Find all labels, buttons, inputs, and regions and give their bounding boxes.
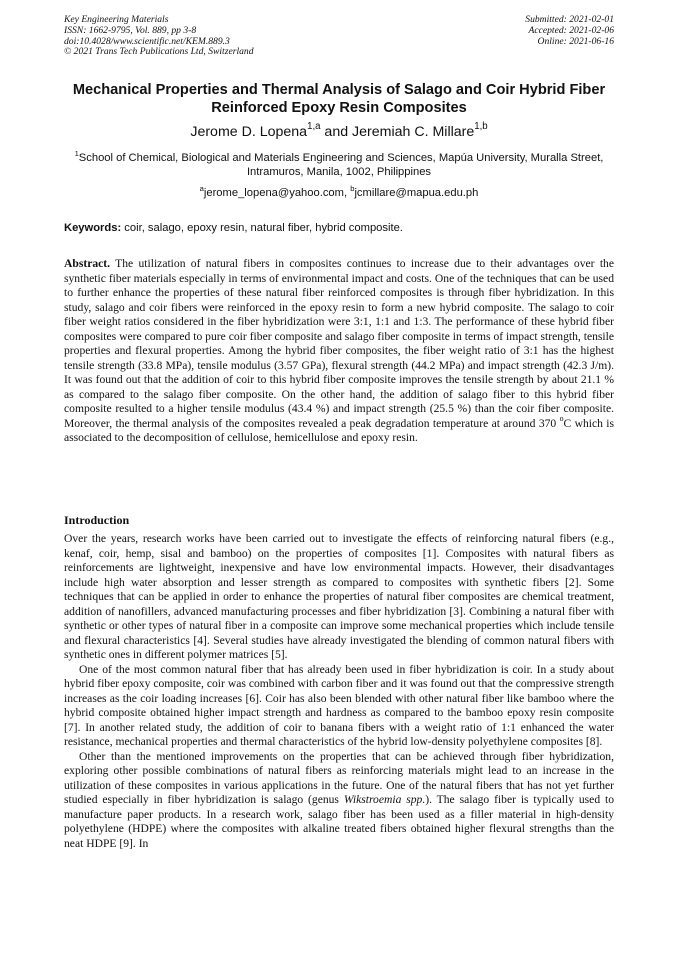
author-1: Jerome D. Lopena — [190, 124, 308, 140]
email-separator: , — [343, 187, 351, 199]
keywords — [64, 221, 614, 235]
copyright-line: © 2021 Trans Tech Publications Ltd, Switzerland — [64, 46, 254, 58]
email-b[interactable]: jcmillare@mapua.edu.ph — [354, 187, 479, 199]
intro-p3-text-end: ). The salago fiber is typically used to manufacture paper products. In a research work, salago fiber has been used as a filler material in high-density polyethylene (HDPE) where the composites with alkaline treated fibers obtained higher flexural strengths than the neat HDPE [9]. In — [64, 793, 615, 850]
online-date: Online: 2021-06-16 — [537, 35, 614, 47]
introduction-body — [64, 532, 614, 851]
journal-name: Key Engineering Materials — [64, 14, 169, 25]
publication-dates — [525, 15, 614, 47]
abstract-text: The utilization of natural fibers in composites continues to increase due to their advantages over the synthetic fiber materials especially in terms of environmental impact and costs. One of the techniques that can be used to further enhance the properties of these natural fiber reinforced composites is through fiber hybridization. In this study, salago and coir fibers were reinforced in the epoxy resin to form a new hybrid composite. The salago to coir fiber weight ratios considered in the fiber hybridization were 3:1, 1:1 and 1:3. The performance of these hybrid fiber composites were compared to pure coir fiber composite and salago fiber composite in terms of impact strength, tensile properties and flexural properties. Among the hybrid fiber composites, the fiber weight ratio of 3:1 has the highest tensile strength (33.8 MPa), tensile modulus (3.57 GPa), flexural strength (44.2 MPa) and impact strength (42.3 J/m). It was found out that the addition of coir to this hybrid fiber composite improves the tensile strength by about 21.1 % as compared to the salago fiber composite. On the other hand, the addition of salago fiber to this hybrid fiber composite resulted to a higher tensile modulus (43.4 %) and impact strength (25.5 %) than the coir fiber composite. Moreover, the thermal analysis of the composites revealed a peak degradation temperature at around 370 — [64, 257, 614, 430]
author-emails — [64, 183, 614, 200]
email-b-mark: b — [350, 183, 355, 193]
submitted-date: Submitted: 2021-02-01 — [525, 14, 614, 25]
paper-title: Mechanical Properties and Thermal Analysis of Salago and Coir Hybrid Fiber Reinforced Epoxy Resin Composites — [72, 82, 606, 116]
affiliation-text: School of Chemical, Biological and Materials Engineering and Sciences, Mapúa University, Muralla Street, Intramuros, Manila, 1002, Philippines — [78, 152, 604, 178]
intro-p3-text: Other than the mentioned improvements on the properties that can be achieved through fiber hybridization, exploring other possible combinations of natural fibers as reinforcing materials might lead to an increase in the utilization of these composites in various applications in the future. One of the natural fibers that has not yet further studied especially in fiber hybridization is salago (genus — [64, 749, 614, 806]
author-1-affiliation-mark: 1,a — [307, 121, 321, 133]
degree-mark: o — [559, 413, 564, 423]
author-conjunction: and — [320, 124, 353, 140]
introduction-heading: Introduction — [64, 513, 130, 527]
intro-paragraph-2: One of the most common natural fiber that has already been used in fiber hybridization is coir. In a study about hybrid fiber epoxy composite, coir was combined with carbon fiber and it was found out that the compressive strength increases as the coir loading increases [6]. Coir has also been blended with other natural fiber like bamboo where the hybrid composite obtained higher impact strength and hardness as compared to the bamboo epoxy resin composite [7]. In another related study, the addition of coir to banana fibers with a weight ratio of 1:1 enhanced the water resistance, mechanical properties and thermal characteristics of the hybrid low-density polyethylene composites [8]. — [64, 662, 614, 748]
author-2: Jeremiah C. Millare — [352, 124, 475, 140]
author-2-affiliation-mark: 1,b — [474, 121, 488, 133]
abstract — [64, 257, 614, 446]
keywords-text: coir, salago, epoxy resin, natural fiber, hybrid composite. — [121, 222, 403, 234]
accepted-date: Accepted: 2021-02-06 — [528, 24, 614, 36]
doi-line: doi:10.4028/www.scientific.net/KEM.889.3 — [64, 35, 230, 47]
species-name: Wikstroemia spp. — [343, 793, 426, 806]
author-list — [64, 121, 614, 141]
abstract-text-end: C which is associated to the decomposition of cellulose, hemicellulose and epoxy resin. — [64, 416, 614, 444]
abstract-label: Abstract. — [64, 257, 111, 270]
issn-line: ISSN: 1662-9795, Vol. 889, pp 3-8 — [64, 24, 197, 36]
intro-paragraph-1: Over the years, research works have been carried out to investigate the effects of reinforcing natural fibers (e.g., kenaf, coir, hemp, sisal and bamboo) on the properties of composites [1]. Composites with natural fibers as reinforcements are lightweight, inexpensive and have low environmental impacts. However, their disadvantages include high water absorption and lesser strength as compared to composites with synthetic fibers [2]. Some techniques that can be applied in order to enhance the properties of natural fiber composites are chemical treatment, addition of nanofillers, advanced manufacturing processes and fiber hybridization [3]. Combining a natural fiber with synthetic or other types of natural fiber in a composite can improve some mechanical properties which include tensile and flexural characteristics [4]. Several studies have already investigated the blending of common natural fibers with synthetic ones in different polymer matrices [5]. — [64, 532, 614, 661]
keywords-label: Keywords: — [64, 222, 122, 234]
intro-paragraph-3 — [64, 750, 614, 852]
affiliation-mark: 1 — [74, 148, 79, 158]
journal-info — [64, 15, 254, 58]
email-a[interactable]: jerome_lopena@yahoo.com — [203, 187, 344, 199]
affiliation — [64, 148, 614, 179]
email-a-mark: a — [199, 183, 204, 193]
